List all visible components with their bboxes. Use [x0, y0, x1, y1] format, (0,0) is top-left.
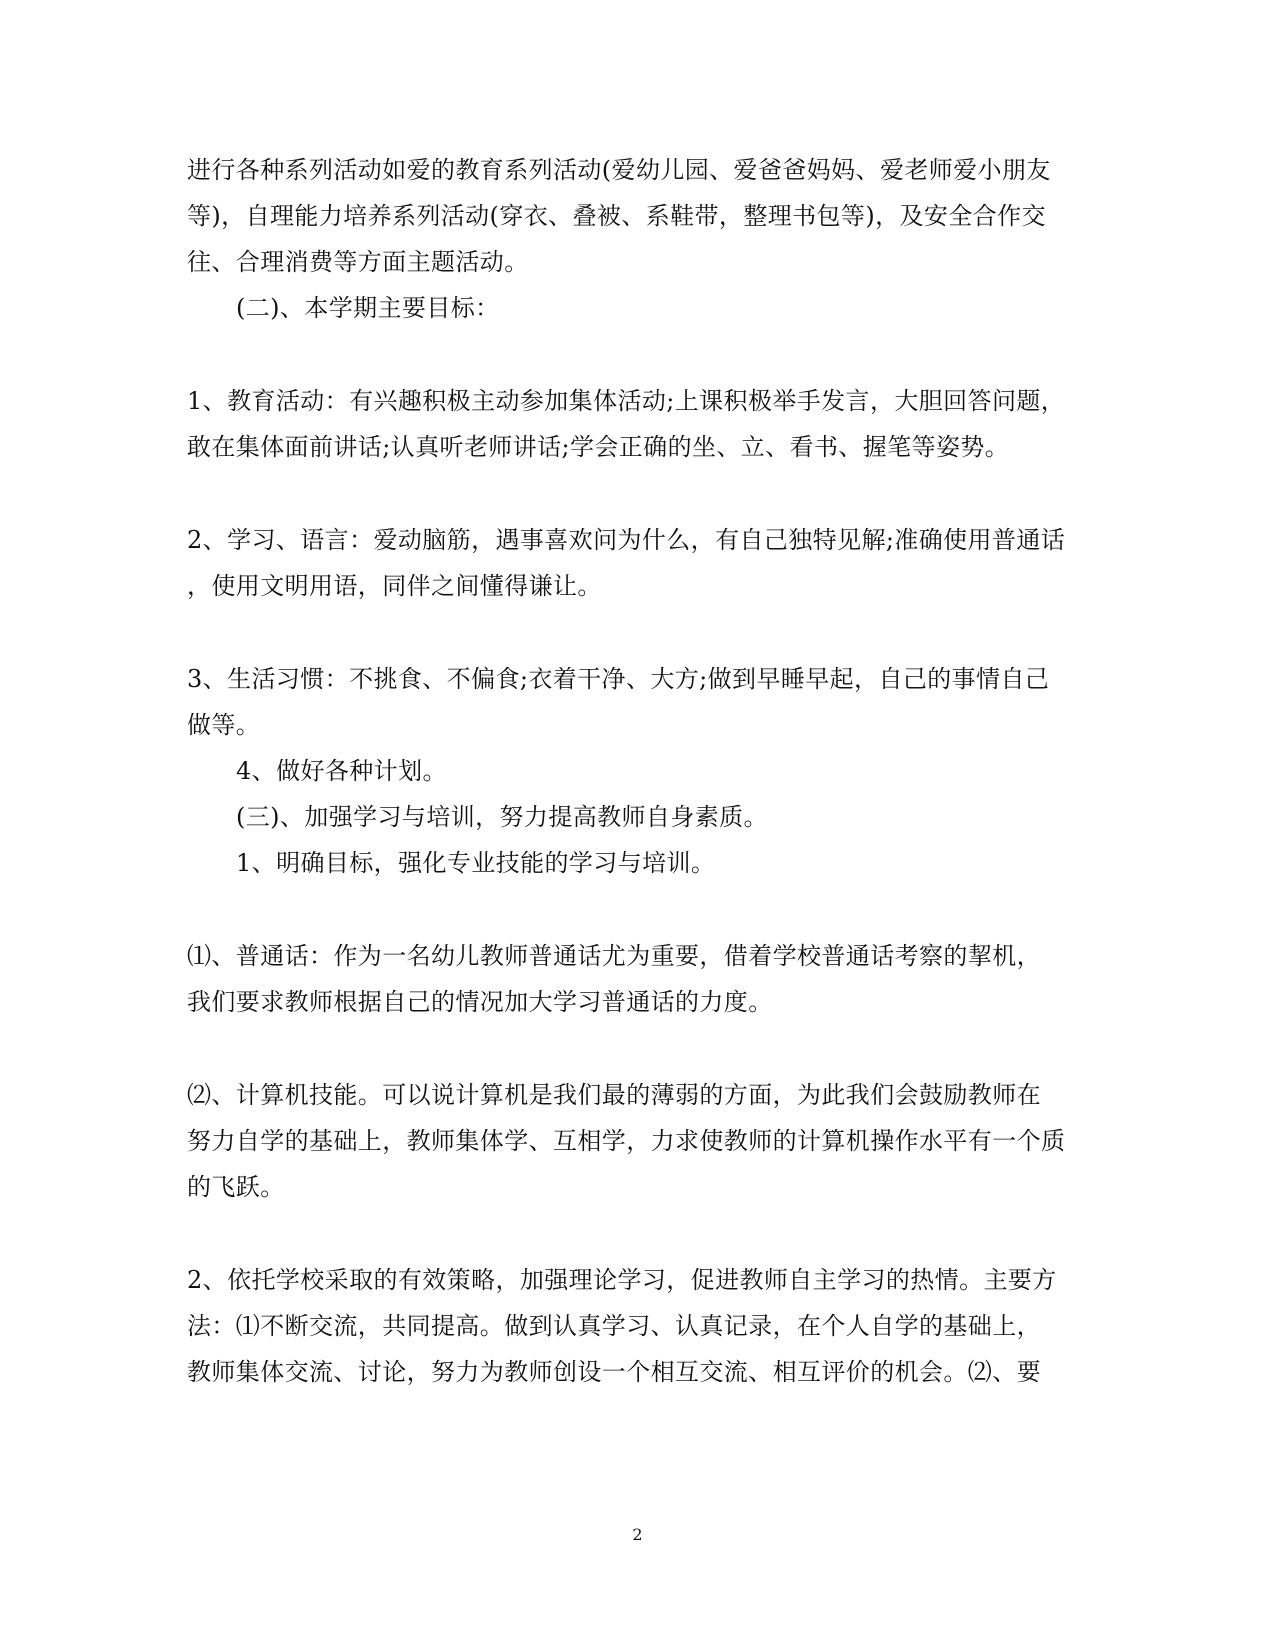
- text-line: ⑵、计算机技能。可以说计算机是我们最的薄弱的方面，为此我们会鼓励教师在: [187, 1081, 1041, 1109]
- text-line: 敢在集体面前讲话;认真听老师讲话;学会正确的坐、立、看书、握笔等姿势。: [187, 433, 1010, 461]
- text-line: 教师集体交流、讨论，努力为教师创设一个相互交流、相互评价的机会。⑵、要: [187, 1358, 1041, 1386]
- section-heading: (三)、加强学习与培训，努力提高教师自身素质。: [236, 803, 768, 831]
- text-line: 1、教育活动：有兴趣积极主动参加集体活动;上课积极举手发言，大胆回答问题，: [187, 387, 1066, 415]
- text-line: 等)，自理能力培养系列活动(穿衣、叠被、系鞋带，整理书包等)，及安全合作交: [187, 202, 1046, 230]
- text-line: 的飞跃。: [187, 1173, 285, 1201]
- text-line: 努力自学的基础上，教师集体学、互相学，力求使教师的计算机操作水平有一个质: [187, 1127, 1066, 1155]
- page-number: 2: [632, 1525, 643, 1544]
- text-line: 我们要求教师根据自己的情况加大学习普通话的力度。: [187, 988, 773, 1016]
- text-line: 往、合理消费等方面主题活动。: [187, 248, 529, 276]
- text-line: 做等。: [187, 711, 261, 739]
- text-line: 进行各种系列活动如爱的教育系列活动(爱幼儿园、爱爸爸妈妈、爱老师爱小朋友: [187, 156, 1051, 184]
- section-heading: (二)、本学期主要目标：: [236, 294, 500, 322]
- text-line: 1、明确目标，强化专业技能的学习与培训。: [236, 849, 716, 877]
- text-line: ，使用文明用语，同伴之间懂得谦让。: [187, 572, 602, 600]
- text-line: 3、生活习惯：不挑食、不偏食;衣着干净、大方;做到早睡早起，自己的事情自己: [187, 665, 1050, 693]
- text-line: 2、学习、语言：爱动脑筋，遇事喜欢问为什么，有自己独特见解;准确使用普通话: [187, 526, 1066, 554]
- text-line: 4、做好各种计划。: [236, 757, 447, 785]
- text-line: 法：⑴不断交流，共同提高。做到认真学习、认真记录，在个人自学的基础上，: [187, 1312, 1041, 1340]
- text-line: ⑴、普通话：作为一名幼儿教师普通话尤为重要，借着学校普通话考察的挈机，: [187, 942, 1041, 970]
- text-line: 2、依托学校采取的有效策略，加强理论学习，促进教师自主学习的热情。主要方: [187, 1266, 1057, 1294]
